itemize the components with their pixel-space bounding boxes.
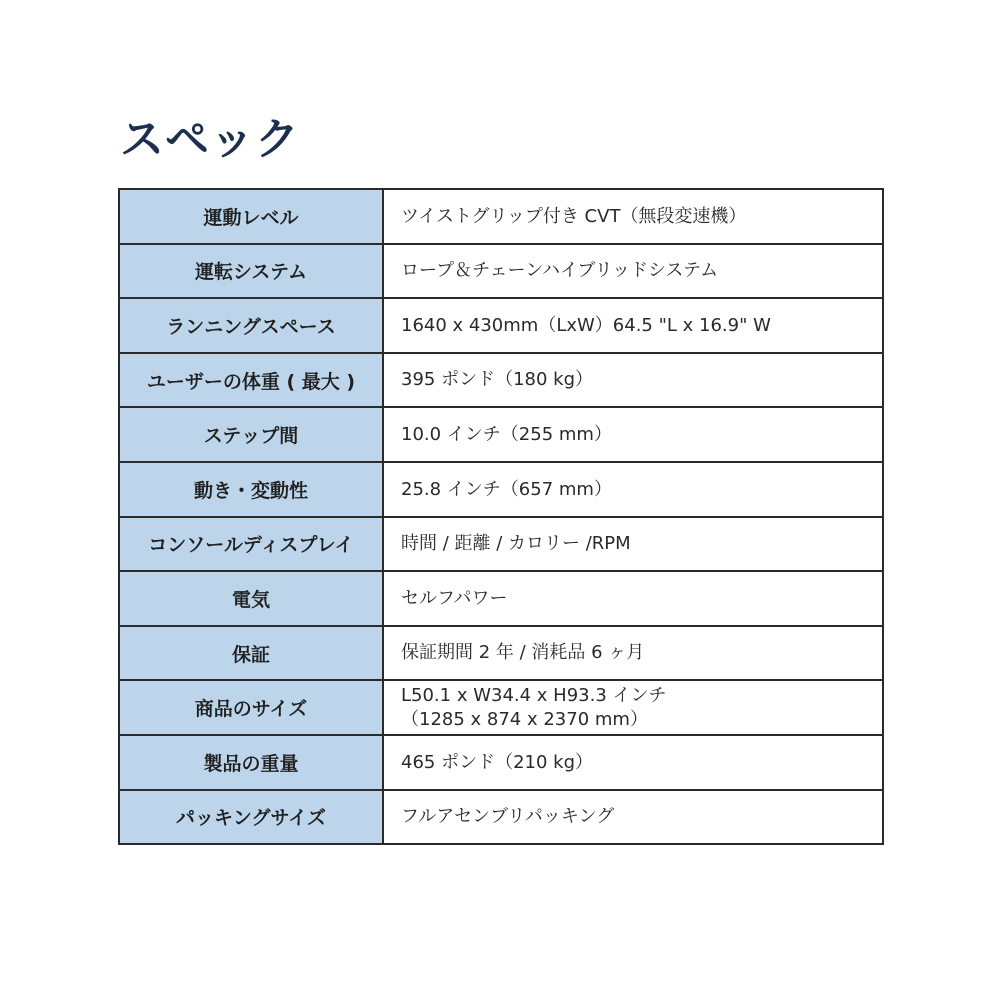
spec-label: ステップ間 (119, 407, 383, 462)
spec-value (383, 517, 883, 572)
spec-row-product-size (119, 680, 883, 735)
spec-value-line: 10.0 インチ（255 mm） (401, 423, 612, 445)
spec-table (118, 188, 884, 845)
spec-value (383, 407, 883, 462)
spec-row-drive-system (119, 244, 883, 299)
spec-table-body (119, 189, 883, 844)
spec-value (383, 462, 883, 517)
spec-value-line: 25.8 インチ（657 mm） (401, 478, 612, 500)
spec-label: 製品の重量 (119, 735, 383, 790)
spec-row-step-distance (119, 407, 883, 462)
spec-value-line: 時間 / 距離 / カロリー /RPM (401, 533, 631, 555)
spec-value (383, 298, 883, 353)
spec-value-line: 1640 x 430mm（LxW）64.5 "L x 16.9" W (401, 314, 771, 336)
spec-value (383, 626, 883, 681)
spec-row-motion-variability (119, 462, 883, 517)
spec-label: 電気 (119, 571, 383, 626)
spec-value (383, 244, 883, 299)
spec-row-running-space (119, 298, 883, 353)
spec-label: 運動レベル (119, 189, 383, 244)
spec-value (383, 571, 883, 626)
spec-label: パッキングサイズ (119, 790, 383, 845)
spec-value (383, 735, 883, 790)
spec-value-line: 保証期間 2 年 / 消耗品 6 ヶ月 (401, 642, 645, 664)
spec-value (383, 189, 883, 244)
spec-value-line: （1285 x 874 x 2370 mm） (401, 708, 648, 730)
spec-label: 保証 (119, 626, 383, 681)
spec-row-product-weight (119, 735, 883, 790)
spec-label: コンソールディスプレイ (119, 517, 383, 572)
spec-value-line: ツイストグリップ付き CVT（無段変速機） (401, 205, 747, 227)
spec-row-max-user-weight (119, 353, 883, 408)
spec-row-console-display (119, 517, 883, 572)
spec-value-line: L50.1 x W34.4 x H93.3 インチ (401, 685, 667, 707)
spec-value-line: 395 ポンド（180 kg） (401, 369, 594, 391)
spec-label: ランニングスペース (119, 298, 383, 353)
spec-row-exercise-level (119, 189, 883, 244)
spec-value-line: セルフパワー (401, 587, 508, 609)
spec-value-line: ロープ＆チェーンハイブリッドシステム (401, 260, 719, 282)
spec-value-line: フルアセンブリパッキング (401, 806, 615, 828)
spec-label: ユーザーの体重 ( 最大 ) (119, 353, 383, 408)
spec-label: 商品のサイズ (119, 680, 383, 735)
spec-row-packing-size (119, 790, 883, 845)
spec-row-power (119, 571, 883, 626)
page-title: スペック (120, 114, 300, 165)
spec-value (383, 790, 883, 845)
spec-row-warranty (119, 626, 883, 681)
spec-value-line: 465 ポンド（210 kg） (401, 751, 594, 773)
spec-label: 運転システム (119, 244, 383, 299)
spec-value (383, 353, 883, 408)
spec-value (383, 680, 883, 735)
spec-label: 動き・変動性 (119, 462, 383, 517)
